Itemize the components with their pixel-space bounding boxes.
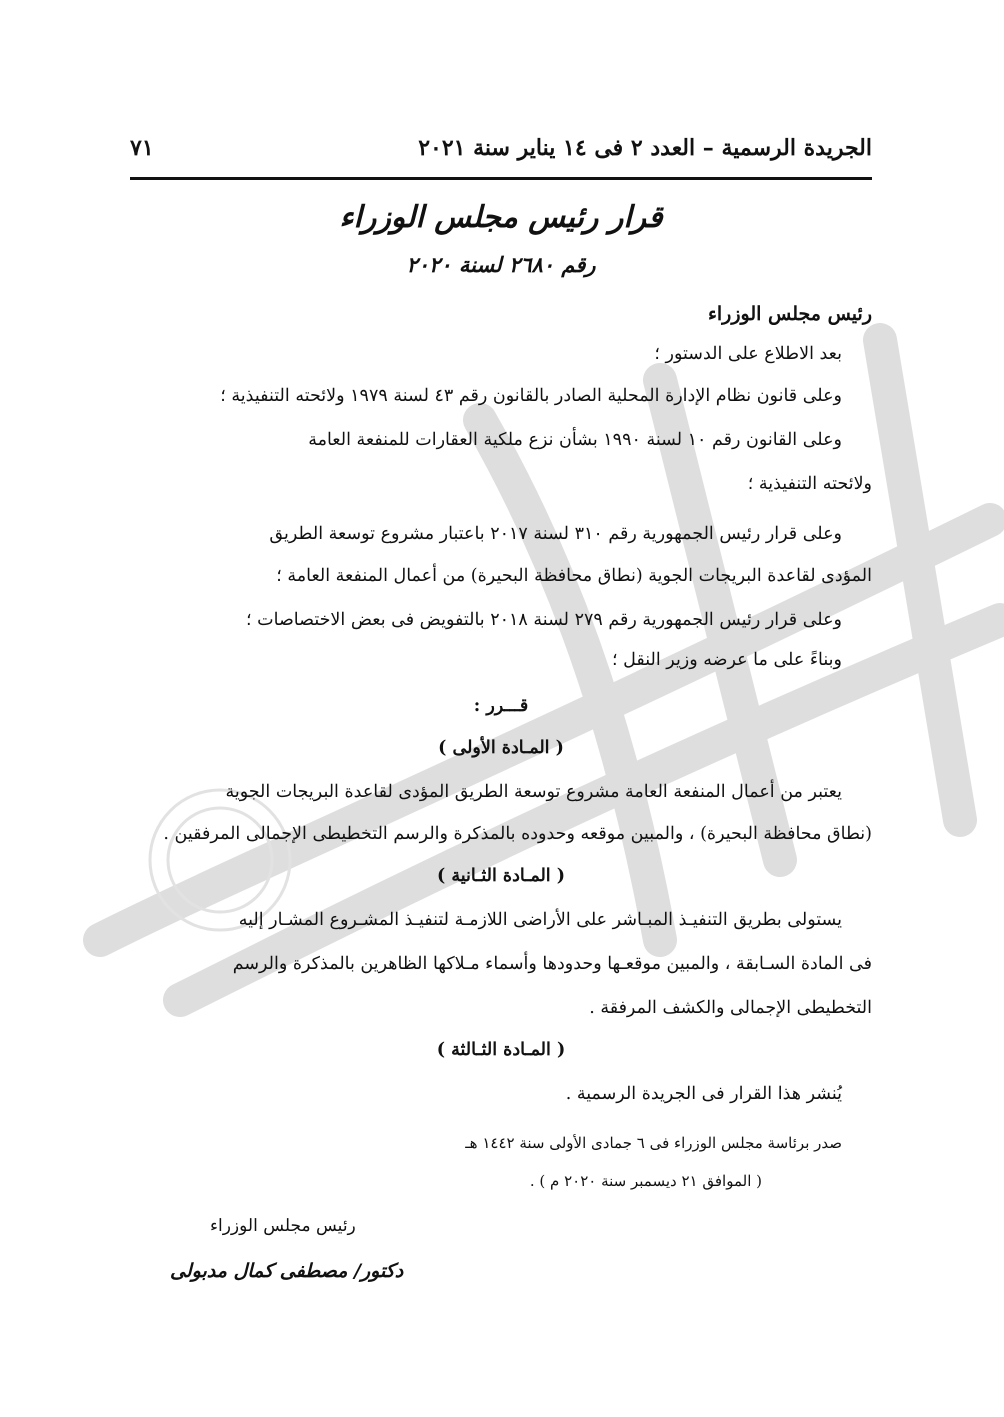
preamble-line: وعلى قرار رئيس الجمهورية رقم ٣١٠ لسنة ٢٠١٧ باعتبار مشروع توسعة الطريق [269,524,842,544]
article-line: يُنشر هذا القرار فى الجريدة الرسمية . [565,1084,842,1104]
page-number: ٧١ [130,135,154,161]
issued-line: ( الموافق ٢١ ديسمبر سنة ٢٠٢٠ م ) . [529,1172,762,1190]
article-line: يستولى بطريق التنفيـذ المبـاشر على الأراضى اللازمـة لتنفيـذ المشـروع المشـار إليه [238,910,842,930]
article-heading: ( المـادة الثـالثة ) [436,1040,566,1060]
publication-line: الجريدة الرسمية – العدد ٢ فى ١٤ يناير سنة ٢٠٢١ [418,135,872,161]
article-heading: ( المـادة الثـانية ) [436,866,566,886]
gazette-header [130,126,872,170]
article-line: التخطيطى الإجمالى والكشف المرفقة . [589,998,872,1018]
preamble-line: وعلى قانون نظام الإدارة المحلية الصادر بالقانون رقم ٤٣ لسنة ١٩٧٩ ولائحته التنفيذية ؛ [220,386,842,406]
decree-number: رقم ٢٦٨٠ لسنة ٢٠٢٠ [406,252,596,277]
decree-body [130,300,872,1120]
signatory-name: دكتور/ مصطفى كمال مدبولى [170,1260,404,1282]
preamble-line: وعلى قرار رئيس الجمهورية رقم ٢٧٩ لسنة ٢٠١٨ بالتفويض فى بعض الاختصاصات ؛ [246,610,842,630]
preamble-line: وعلى القانون رقم ١٠ لسنة ١٩٩٠ بشأن نزع ملكية العقارات للمنفعة العامة [308,430,842,450]
preamble-line: المؤدى لقاعدة البريجات الجوية (نطاق محافظة البحيرة) من أعمال المنفعة العامة ؛ [276,566,872,586]
article-line: (نطاق محافظة البحيرة) ، والمبين موقعه وحدوده بالمذكرة والرسم التخطيطى الإجمالى المرفقين . [163,824,872,844]
issuer-heading: رئيس مجلس الوزراء [707,303,872,325]
decree-title: قرار رئيس مجلس الوزراء [339,200,663,235]
preamble-line: بعد الاطلاع على الدستور ؛ [654,344,842,364]
header-divider [130,177,872,180]
article-line: يعتبر من أعمال المنفعة العامة مشروع توسعة الطريق المؤدى لقاعدة البريجات الجوية [225,782,842,802]
preamble-line: ولائحته التنفيذية ؛ [747,474,872,494]
preamble-line: وبناءً على ما عرضه وزير النقل ؛ [612,650,842,670]
article-line: فى المادة السـابقة ، والمبين موقعـها وحدودها وأسماء مـلاكها الظاهرين بالمذكرة والرسم [232,954,872,974]
signatory-position: رئيس مجلس الوزراء [210,1216,356,1236]
decided-heading: قـــرر : [473,696,529,716]
issued-line: صدر برئاسة مجلس الوزراء فى ٦ جمادى الأولى سنة ١٤٤٢ هـ [465,1134,842,1152]
article-heading: ( المـادة الأولى ) [438,738,564,758]
